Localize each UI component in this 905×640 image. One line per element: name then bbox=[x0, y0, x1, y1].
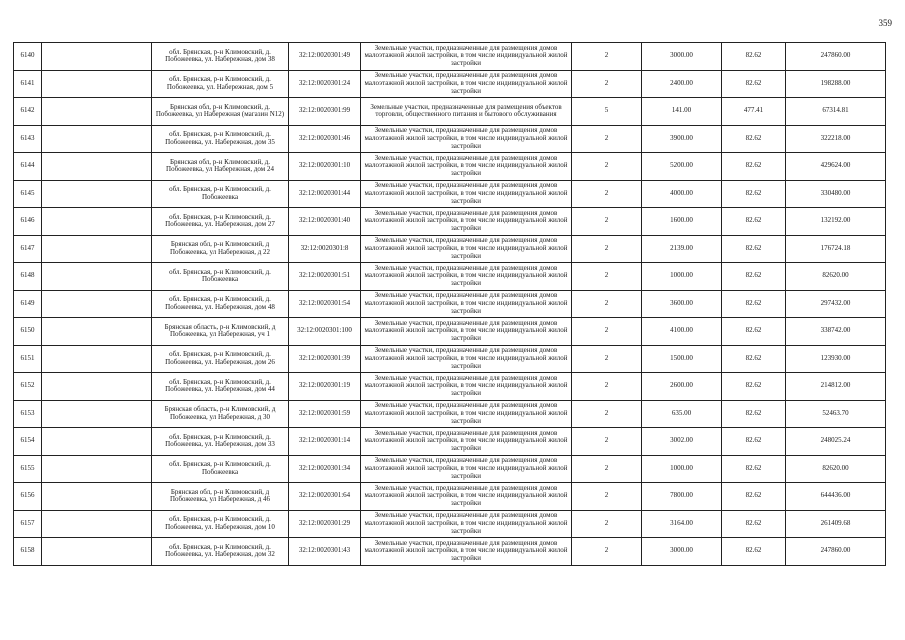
use-group-cell: 2 bbox=[572, 373, 642, 401]
blank-cell bbox=[42, 538, 152, 566]
table-row bbox=[14, 483, 886, 511]
use-group-cell: 2 bbox=[572, 400, 642, 428]
use-group-cell: 2 bbox=[572, 483, 642, 511]
permitted-use-cell: Земельные участки, предназначенные для размещения домов малоэтажной жилой застройки, в том числе индивидуальной жилой застройки bbox=[361, 153, 572, 181]
cadastral-value-cell: 198288.00 bbox=[786, 70, 886, 98]
table-row bbox=[14, 455, 886, 483]
blank-cell bbox=[42, 510, 152, 538]
row-number-cell: 6155 bbox=[14, 455, 42, 483]
blank-cell bbox=[42, 43, 152, 71]
cadastral-value-cell: 248025.24 bbox=[786, 428, 886, 456]
cadastral-number-cell: 32:12:0020301:49 bbox=[289, 43, 361, 71]
cadastral-number-cell: 32:12:0020301:43 bbox=[289, 538, 361, 566]
area-cell: 2139.00 bbox=[642, 235, 722, 263]
row-number-cell: 6144 bbox=[14, 153, 42, 181]
permitted-use-cell: Земельные участки, предназначенные для размещения объектов торговли, общественного питания и бытового обслуживания bbox=[361, 98, 572, 126]
use-group-cell: 2 bbox=[572, 318, 642, 346]
use-group-cell: 2 bbox=[572, 43, 642, 71]
specific-value-cell: 82.62 bbox=[722, 455, 786, 483]
specific-value-cell: 82.62 bbox=[722, 235, 786, 263]
address-cell: Брянская область, р-н Климовский, д Побожеевка, ул Набережная, д 30 bbox=[152, 400, 289, 428]
table-row bbox=[14, 70, 886, 98]
row-number-cell: 6152 bbox=[14, 373, 42, 401]
cadastral-value-cell: 330480.00 bbox=[786, 180, 886, 208]
table-row bbox=[14, 43, 886, 71]
use-group-cell: 2 bbox=[572, 153, 642, 181]
specific-value-cell: 82.62 bbox=[722, 483, 786, 511]
specific-value-cell: 82.62 bbox=[722, 180, 786, 208]
blank-cell bbox=[42, 180, 152, 208]
cadastral-number-cell: 32:12:0020301:24 bbox=[289, 70, 361, 98]
permitted-use-cell: Земельные участки, предназначенные для размещения домов малоэтажной жилой застройки, в том числе индивидуальной жилой застройки bbox=[361, 180, 572, 208]
cadastral-number-cell: 32:12:0020301:40 bbox=[289, 208, 361, 236]
row-number-cell: 6150 bbox=[14, 318, 42, 346]
address-cell: обл. Брянская, р-н Климовский, д. Побожеевка, ул. Набережная, дом 32 bbox=[152, 538, 289, 566]
specific-value-cell: 82.62 bbox=[722, 400, 786, 428]
cadastral-value-cell: 82620.00 bbox=[786, 455, 886, 483]
cadastral-number-cell: 32:12:0020301:19 bbox=[289, 373, 361, 401]
permitted-use-cell: Земельные участки, предназначенные для размещения домов малоэтажной жилой застройки, в том числе индивидуальной жилой застройки bbox=[361, 290, 572, 318]
address-cell: обл. Брянская, р-н Климовский, д. Побожеевка, ул. Набережная, дом 27 bbox=[152, 208, 289, 236]
address-cell: обл. Брянская, р-н Климовский, д. Побожеевка, ул. Набережная, дом 48 bbox=[152, 290, 289, 318]
row-number-cell: 6154 bbox=[14, 428, 42, 456]
cadastral-number-cell: 32:12:0020301:64 bbox=[289, 483, 361, 511]
table-body bbox=[14, 43, 886, 566]
address-cell: Брянская обл, р-н Климовский, д Побожеевка, ул Набережная, д 22 bbox=[152, 235, 289, 263]
specific-value-cell: 82.62 bbox=[722, 43, 786, 71]
table-row bbox=[14, 153, 886, 181]
table-row bbox=[14, 318, 886, 346]
area-cell: 3900.00 bbox=[642, 125, 722, 153]
row-number-cell: 6157 bbox=[14, 510, 42, 538]
area-cell: 3600.00 bbox=[642, 290, 722, 318]
blank-cell bbox=[42, 263, 152, 291]
use-group-cell: 2 bbox=[572, 180, 642, 208]
cadastral-value-cell: 261409.68 bbox=[786, 510, 886, 538]
table-row bbox=[14, 263, 886, 291]
row-number-cell: 6149 bbox=[14, 290, 42, 318]
area-cell: 4000.00 bbox=[642, 180, 722, 208]
area-cell: 7800.00 bbox=[642, 483, 722, 511]
specific-value-cell: 82.62 bbox=[722, 538, 786, 566]
permitted-use-cell: Земельные участки, предназначенные для размещения домов малоэтажной жилой застройки, в том числе индивидуальной жилой застройки bbox=[361, 510, 572, 538]
permitted-use-cell: Земельные участки, предназначенные для размещения домов малоэтажной жилой застройки, в том числе индивидуальной жилой застройки bbox=[361, 70, 572, 98]
address-cell: Брянская обл, р-н Климовский, д. Побожеевка, ул Набережная (магазин N12) bbox=[152, 98, 289, 126]
address-cell: обл. Брянская, р-н Климовский, д. Побожеевка, ул. Набережная, дом 10 bbox=[152, 510, 289, 538]
address-cell: обл. Брянская, р-н Климовский, д. Побожеевка, ул. Набережная, дом 44 bbox=[152, 373, 289, 401]
table-row bbox=[14, 235, 886, 263]
blank-cell bbox=[42, 373, 152, 401]
permitted-use-cell: Земельные участки, предназначенные для размещения домов малоэтажной жилой застройки, в том числе индивидуальной жилой застройки bbox=[361, 428, 572, 456]
cadastral-number-cell: 32:12:0020301:46 bbox=[289, 125, 361, 153]
specific-value-cell: 82.62 bbox=[722, 318, 786, 346]
use-group-cell: 2 bbox=[572, 290, 642, 318]
cadastral-number-cell: 32:12:0020301:8 bbox=[289, 235, 361, 263]
address-cell: обл. Брянская, р-н Климовский, д. Побожеевка, ул. Набережная, дом 33 bbox=[152, 428, 289, 456]
blank-cell bbox=[42, 428, 152, 456]
table-row bbox=[14, 98, 886, 126]
permitted-use-cell: Земельные участки, предназначенные для размещения домов малоэтажной жилой застройки, в том числе индивидуальной жилой застройки bbox=[361, 43, 572, 71]
cadastral-value-cell: 247860.00 bbox=[786, 538, 886, 566]
address-cell: обл. Брянская, р-н Климовский, д. Побожеевка bbox=[152, 455, 289, 483]
address-cell: обл. Брянская, р-н Климовский, д. Побожеевка, ул. Набережная, дом 5 bbox=[152, 70, 289, 98]
use-group-cell: 2 bbox=[572, 345, 642, 373]
blank-cell bbox=[42, 290, 152, 318]
specific-value-cell: 82.62 bbox=[722, 345, 786, 373]
blank-cell bbox=[42, 70, 152, 98]
cadastral-number-cell: 32:12:0020301:99 bbox=[289, 98, 361, 126]
specific-value-cell: 82.62 bbox=[722, 373, 786, 401]
permitted-use-cell: Земельные участки, предназначенные для размещения домов малоэтажной жилой застройки, в том числе индивидуальной жилой застройки bbox=[361, 538, 572, 566]
permitted-use-cell: Земельные участки, предназначенные для размещения домов малоэтажной жилой застройки, в том числе индивидуальной жилой застройки bbox=[361, 263, 572, 291]
specific-value-cell: 82.62 bbox=[722, 70, 786, 98]
area-cell: 141.00 bbox=[642, 98, 722, 126]
row-number-cell: 6146 bbox=[14, 208, 42, 236]
use-group-cell: 2 bbox=[572, 455, 642, 483]
area-cell: 5200.00 bbox=[642, 153, 722, 181]
specific-value-cell: 477.41 bbox=[722, 98, 786, 126]
area-cell: 3002.00 bbox=[642, 428, 722, 456]
use-group-cell: 2 bbox=[572, 125, 642, 153]
table-row bbox=[14, 125, 886, 153]
cadastral-number-cell: 32:12:0020301:44 bbox=[289, 180, 361, 208]
specific-value-cell: 82.62 bbox=[722, 428, 786, 456]
cadastral-value-cell: 214812.00 bbox=[786, 373, 886, 401]
cadastral-value-cell: 67314.81 bbox=[786, 98, 886, 126]
area-cell: 4100.00 bbox=[642, 318, 722, 346]
cadastral-number-cell: 32:12:0020301:100 bbox=[289, 318, 361, 346]
blank-cell bbox=[42, 400, 152, 428]
table-row bbox=[14, 400, 886, 428]
cadastral-number-cell: 32:12:0020301:59 bbox=[289, 400, 361, 428]
cadastral-value-cell: 123930.00 bbox=[786, 345, 886, 373]
table-row bbox=[14, 428, 886, 456]
blank-cell bbox=[42, 125, 152, 153]
row-number-cell: 6140 bbox=[14, 43, 42, 71]
permitted-use-cell: Земельные участки, предназначенные для размещения домов малоэтажной жилой застройки, в том числе индивидуальной жилой застройки bbox=[361, 400, 572, 428]
area-cell: 1000.00 bbox=[642, 455, 722, 483]
blank-cell bbox=[42, 98, 152, 126]
address-cell: Брянская обл, р-н Климовский, д Побожеевка, ул Набережная, д 46 bbox=[152, 483, 289, 511]
area-cell: 3000.00 bbox=[642, 538, 722, 566]
cadastral-value-cell: 644436.00 bbox=[786, 483, 886, 511]
permitted-use-cell: Земельные участки, предназначенные для размещения домов малоэтажной жилой застройки, в том числе индивидуальной жилой застройки bbox=[361, 318, 572, 346]
row-number-cell: 6147 bbox=[14, 235, 42, 263]
use-group-cell: 2 bbox=[572, 428, 642, 456]
row-number-cell: 6145 bbox=[14, 180, 42, 208]
permitted-use-cell: Земельные участки, предназначенные для размещения домов малоэтажной жилой застройки, в том числе индивидуальной жилой застройки bbox=[361, 235, 572, 263]
cadastral-value-cell: 297432.00 bbox=[786, 290, 886, 318]
table-row bbox=[14, 208, 886, 236]
address-cell: обл. Брянская, р-н Климовский, д. Побожеевка, ул. Набережная, дом 38 bbox=[152, 43, 289, 71]
specific-value-cell: 82.62 bbox=[722, 510, 786, 538]
area-cell: 1000.00 bbox=[642, 263, 722, 291]
specific-value-cell: 82.62 bbox=[722, 153, 786, 181]
specific-value-cell: 82.62 bbox=[722, 263, 786, 291]
area-cell: 1500.00 bbox=[642, 345, 722, 373]
blank-cell bbox=[42, 483, 152, 511]
address-cell: обл. Брянская, р-н Климовский, д. Побожеевка, ул. Набережная, дом 35 bbox=[152, 125, 289, 153]
address-cell: Брянская область, р-н Климовский, д Побожеевка, ул Набережная, уч 1 bbox=[152, 318, 289, 346]
address-cell: обл. Брянская, р-н Климовский, д. Побожеевка, ул. Набережная, дом 26 bbox=[152, 345, 289, 373]
row-number-cell: 6148 bbox=[14, 263, 42, 291]
use-group-cell: 5 bbox=[572, 98, 642, 126]
table-row bbox=[14, 538, 886, 566]
cadastral-value-cell: 429624.00 bbox=[786, 153, 886, 181]
permitted-use-cell: Земельные участки, предназначенные для размещения домов малоэтажной жилой застройки, в том числе индивидуальной жилой застройки bbox=[361, 483, 572, 511]
row-number-cell: 6143 bbox=[14, 125, 42, 153]
row-number-cell: 6153 bbox=[14, 400, 42, 428]
permitted-use-cell: Земельные участки, предназначенные для размещения домов малоэтажной жилой застройки, в том числе индивидуальной жилой застройки bbox=[361, 208, 572, 236]
cadastral-number-cell: 32:12:0020301:51 bbox=[289, 263, 361, 291]
cadastral-value-cell: 82620.00 bbox=[786, 263, 886, 291]
blank-cell bbox=[42, 235, 152, 263]
cadastral-number-cell: 32:12:0020301:14 bbox=[289, 428, 361, 456]
cadastral-value-cell: 132192.00 bbox=[786, 208, 886, 236]
row-number-cell: 6141 bbox=[14, 70, 42, 98]
blank-cell bbox=[42, 318, 152, 346]
cadastral-number-cell: 32:12:0020301:10 bbox=[289, 153, 361, 181]
area-cell: 635.00 bbox=[642, 400, 722, 428]
use-group-cell: 2 bbox=[572, 208, 642, 236]
row-number-cell: 6151 bbox=[14, 345, 42, 373]
use-group-cell: 2 bbox=[572, 70, 642, 98]
specific-value-cell: 82.62 bbox=[722, 125, 786, 153]
cadastral-number-cell: 32:12:0020301:29 bbox=[289, 510, 361, 538]
table-row bbox=[14, 373, 886, 401]
permitted-use-cell: Земельные участки, предназначенные для размещения домов малоэтажной жилой застройки, в том числе индивидуальной жилой застройки bbox=[361, 345, 572, 373]
table-row bbox=[14, 290, 886, 318]
cadastral-value-cell: 52463.70 bbox=[786, 400, 886, 428]
blank-cell bbox=[42, 208, 152, 236]
blank-cell bbox=[42, 345, 152, 373]
cadastral-value-cell: 247860.00 bbox=[786, 43, 886, 71]
permitted-use-cell: Земельные участки, предназначенные для размещения домов малоэтажной жилой застройки, в том числе индивидуальной жилой застройки bbox=[361, 125, 572, 153]
cadastral-number-cell: 32:12:0020301:54 bbox=[289, 290, 361, 318]
area-cell: 2600.00 bbox=[642, 373, 722, 401]
cadastral-value-cell: 322218.00 bbox=[786, 125, 886, 153]
cadastral-number-cell: 32:12:0020301:34 bbox=[289, 455, 361, 483]
cadastral-value-table bbox=[13, 42, 886, 566]
table-row bbox=[14, 345, 886, 373]
use-group-cell: 2 bbox=[572, 538, 642, 566]
row-number-cell: 6142 bbox=[14, 98, 42, 126]
row-number-cell: 6156 bbox=[14, 483, 42, 511]
blank-cell bbox=[42, 153, 152, 181]
cadastral-number-cell: 32:12:0020301:39 bbox=[289, 345, 361, 373]
area-cell: 2400.00 bbox=[642, 70, 722, 98]
permitted-use-cell: Земельные участки, предназначенные для размещения домов малоэтажной жилой застройки, в том числе индивидуальной жилой застройки bbox=[361, 373, 572, 401]
cadastral-value-cell: 176724.18 bbox=[786, 235, 886, 263]
specific-value-cell: 82.62 bbox=[722, 290, 786, 318]
specific-value-cell: 82.62 bbox=[722, 208, 786, 236]
blank-cell bbox=[42, 455, 152, 483]
page-number: 359 bbox=[878, 18, 892, 28]
use-group-cell: 2 bbox=[572, 510, 642, 538]
row-number-cell: 6158 bbox=[14, 538, 42, 566]
area-cell: 3000.00 bbox=[642, 43, 722, 71]
address-cell: обл. Брянская, р-н Климовский, д. Побожеевка bbox=[152, 180, 289, 208]
use-group-cell: 2 bbox=[572, 235, 642, 263]
permitted-use-cell: Земельные участки, предназначенные для размещения домов малоэтажной жилой застройки, в том числе индивидуальной жилой застройки bbox=[361, 455, 572, 483]
address-cell: Брянская обл, р-н Климовский, д. Побожеевка, ул Набережная, дом 24 bbox=[152, 153, 289, 181]
use-group-cell: 2 bbox=[572, 263, 642, 291]
cadastral-value-cell: 338742.00 bbox=[786, 318, 886, 346]
address-cell: обл. Брянская, р-н Климовский, д. Побожеевка bbox=[152, 263, 289, 291]
table-row bbox=[14, 510, 886, 538]
area-cell: 3164.00 bbox=[642, 510, 722, 538]
area-cell: 1600.00 bbox=[642, 208, 722, 236]
table-row bbox=[14, 180, 886, 208]
